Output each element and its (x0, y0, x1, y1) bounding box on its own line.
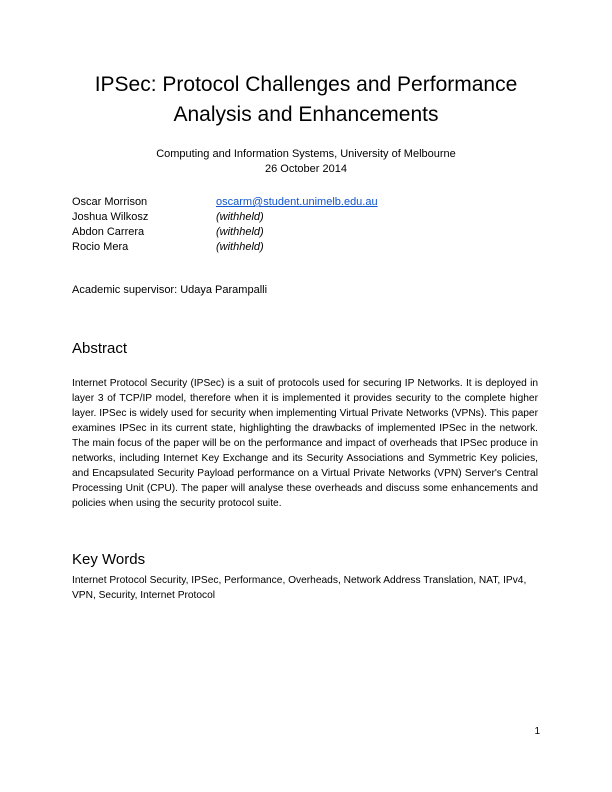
author-row (72, 240, 378, 255)
author-row (72, 195, 378, 210)
author-list (72, 195, 378, 255)
paper-date: 26 October 2014 (265, 163, 347, 175)
keywords-heading: Key Words (72, 551, 146, 568)
author-name: Rocio Mera (72, 241, 129, 253)
author-contact: (withheld) (216, 226, 264, 238)
author-name: Oscar Morrison (72, 196, 148, 208)
paper-title: IPSec: Protocol Challenges and Performance Analysis and Enhancements (94, 73, 518, 126)
author-row (72, 225, 378, 240)
author-name: Joshua Wilkosz (72, 211, 149, 223)
page-number: 1 (534, 726, 540, 737)
author-contact: (withheld) (216, 211, 264, 223)
author-contact: (withheld) (216, 241, 264, 253)
affiliation: Computing and Information Systems, University of Melbourne (156, 148, 456, 160)
keywords-text: Internet Protocol Security, IPSec, Performance, Overheads, Network Address Translation, NAT, IPv4, VPN, Security, Internet Protocol (72, 575, 527, 601)
author-email-link[interactable]: oscarm@student.unimelb.edu.au (216, 196, 378, 208)
academic-supervisor: Academic supervisor: Udaya Parampalli (72, 284, 268, 296)
abstract-heading: Abstract (72, 340, 128, 357)
author-row (72, 210, 378, 225)
affiliation-block (60, 147, 552, 177)
abstract-text: Internet Protocol Security (IPSec) is a suit of protocols used for securing IP Networks. It is deployed in layer 3 of TCP/IP model, therefore when it is implemented it provides security to the complete higher layer. IPSec is widely used for security when implementing Virtual Private Networks (VPNs). This paper examines IPSec in its current state, highlighting the drawbacks of implemented IPSec in the network. The main focus of the paper will be on the performance and impact of overheads that IPSec produce in networks, including Internet Key Exchange and its Security Associations and Symmetric Key policies, and Encapsulated Security Payload performance on a Virtual Private Networks (VPN) Server's Central Processing Unit (CPU). The paper will analyse these overheads and discuss some enhancements and policies when using the security protocol suite. (72, 378, 538, 509)
author-name: Abdon Carrera (72, 226, 145, 238)
